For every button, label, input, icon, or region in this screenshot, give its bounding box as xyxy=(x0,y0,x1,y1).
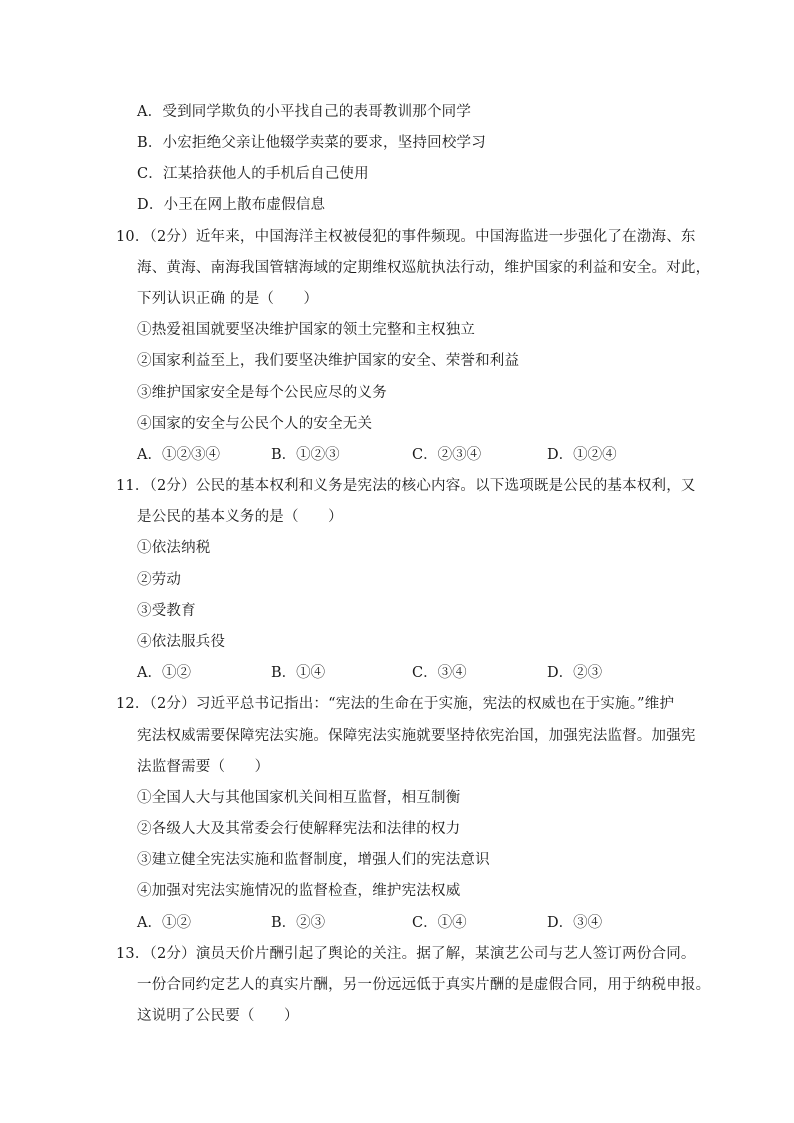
q12-item-4: ④加强对宪法实施情况的监督检查，维护宪法权威 xyxy=(137,883,461,899)
q10-stem-line-3: 下列认识正确 的是（ ） xyxy=(137,291,319,307)
q12-option-d: D．③④ xyxy=(547,915,603,931)
q12-stem-line-1: 12．（2分）习近平总书记指出：“宪法的生命在于实施，宪法的权威也在于实施。”维护 xyxy=(116,696,675,712)
q12-item-3: ③建立健全宪法实施和监督制度，增强人们的宪法意识 xyxy=(137,852,490,868)
q11-item-3: ③受教育 xyxy=(137,603,196,619)
q12-option-c: C．①④ xyxy=(412,915,467,931)
q11-stem-line-1: 11．（2分）公民的基本权利和义务是宪法的核心内容。以下选项既是公民的基本权利，又 xyxy=(116,478,696,494)
q13-stem-line-3: 这说明了公民要（ ） xyxy=(137,1008,299,1024)
q10-option-d: D．①②④ xyxy=(547,447,617,463)
q12-stem-line-2: 宪法权威需要保障宪法实施。保障宪法实施就要坚持依宪治国，加强宪法监督。加强宪 xyxy=(137,728,696,744)
q10-item-2: ②国家利益至上，我们要坚决维护国家的安全、荣誉和利益 xyxy=(137,353,520,369)
q10-option-b: B．①②③ xyxy=(271,447,340,463)
q10-options-row xyxy=(137,445,657,465)
q11-stem-line-2: 是公民的基本义务的是（ ） xyxy=(137,509,343,525)
q11-item-2: ②劳动 xyxy=(137,572,182,588)
q9-option-b: B．小宏拒绝父亲让他辍学卖菜的要求，坚持回校学习 xyxy=(137,135,486,151)
q11-option-c: C．③④ xyxy=(412,665,467,681)
q10-item-3: ③维护国家安全是每个公民应尽的义务 xyxy=(137,385,387,401)
q13-stem-line-2: 一份合同约定艺人的真实片酬，另一份远远低于真实片酬的是虚假合同，用于纳税申报。 xyxy=(137,977,711,993)
q10-item-4: ④国家的安全与公民个人的安全无关 xyxy=(137,416,373,432)
q11-item-1: ①依法纳税 xyxy=(137,540,211,556)
q12-stem-line-3: 法监督需要（ ） xyxy=(137,759,270,775)
q10-option-a: A．①②③④ xyxy=(137,447,220,463)
q10-stem-line-2: 海、黄海、南海我国管辖海域的定期维权巡航执法行动，维护国家的利益和安全。对此， xyxy=(137,260,711,276)
q9-option-d: D．小王在网上散布虚假信息 xyxy=(137,197,326,213)
q11-option-d: D．②③ xyxy=(547,665,603,681)
q12-option-b: B．②③ xyxy=(271,915,326,931)
q10-option-c: C．②③④ xyxy=(412,447,482,463)
q10-stem-line-1: 10．（2分）近年来，中国海洋主权被侵犯的事件频现。中国海监进一步强化了在渤海、东 xyxy=(116,229,696,245)
q12-option-a: A．①② xyxy=(137,915,191,931)
q9-option-c: C．江某拾获他人的手机后自己使用 xyxy=(137,166,369,182)
q11-option-b: B．①④ xyxy=(271,665,326,681)
q10-item-1: ①热爱祖国就要坚决维护国家的领土完整和主权独立 xyxy=(137,322,476,338)
q11-option-a: A．①② xyxy=(137,665,191,681)
q12-item-1: ①全国人大与其他国家机关间相互监督，相互制衡 xyxy=(137,790,461,806)
q11-item-4: ④依法服兵役 xyxy=(137,634,226,650)
q9-option-a: A．受到同学欺负的小平找自己的表哥教训那个同学 xyxy=(137,104,472,120)
q13-stem-line-1: 13．（2分）演员天价片酬引起了舆论的关注。据了解，某演艺公司与艺人签订两份合同。 xyxy=(116,946,696,962)
q11-options-row xyxy=(137,663,657,683)
q12-options-row xyxy=(137,913,657,933)
q12-item-2: ②各级人大及其常委会行使解释宪法和法律的权力 xyxy=(137,821,461,837)
